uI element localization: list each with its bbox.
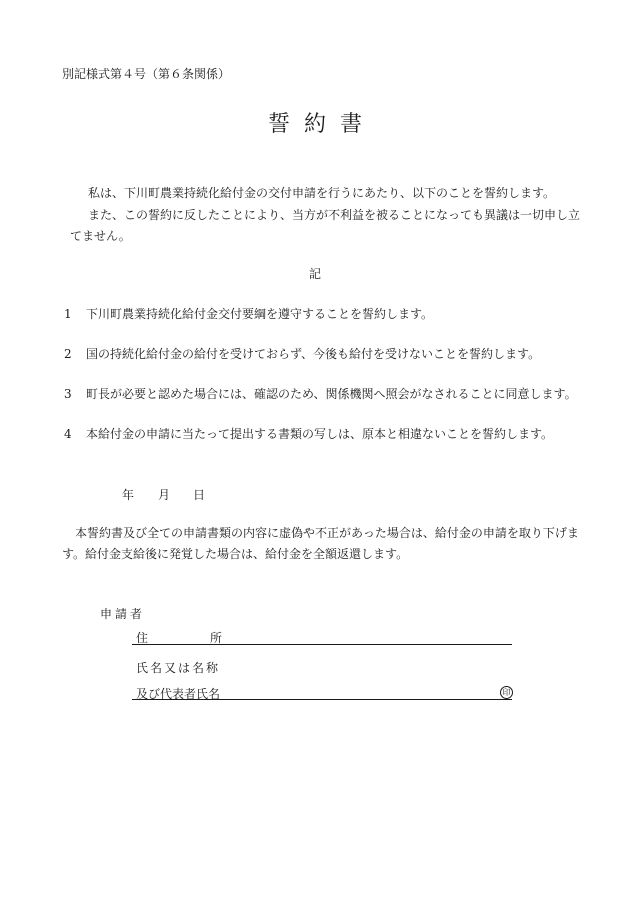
date-year: 年 [122, 488, 135, 502]
pledge-item-text: 下川町農業持続化給付金交付要綱を遵守することを誓約します。 [86, 307, 434, 321]
pledge-item-text: 町長が必要と認めた場合には、確認のため、関係機関へ照会がなされることに同意します。 [86, 387, 577, 401]
form-number: 別記様式第４号（第６条関係） [62, 67, 231, 81]
address-label-part-1: 住 [136, 631, 149, 645]
pledge-item-number: 4 [64, 427, 72, 441]
ki-heading: 記 [308, 267, 321, 281]
seal-mark: 印 [500, 686, 513, 699]
pledge-item-text: 本給付金の申請に当たって提出する書類の写しは、原本と相違ないことを誓約します。 [86, 427, 554, 441]
date-month: 月 [158, 488, 171, 502]
intro-paragraph-1: 私は、下川町農業持続化給付金の交付申請を行うにあたり、以下のことを誓約します。 [88, 186, 556, 200]
pledge-item-number: 3 [64, 387, 72, 401]
address-label-part-2: 所 [210, 631, 223, 645]
intro-paragraph-2: また、この誓約に反したことにより、当方が不利益を被ることになっても異議は一切申し立 [88, 208, 581, 222]
representative-field-line[interactable] [132, 699, 512, 700]
address-field-line[interactable] [132, 644, 512, 645]
pledge-item [64, 386, 577, 402]
pledge-item [64, 306, 433, 322]
pledge-item [64, 346, 540, 362]
name-label: 氏名又は名称 [136, 661, 221, 675]
pledge-item-number: 2 [64, 347, 72, 361]
document-title: 誓約書 [267, 112, 376, 137]
declaration-line-2: す。給付金支給後に発覚した場合は、給付金を全額返還します。 [62, 547, 409, 561]
pledge-item-text: 国の持続化給付金の給付を受けておらず、今後も給付を受けないことを誓約します。 [86, 347, 541, 361]
pledge-item [64, 426, 553, 442]
declaration-line-1: 本誓約書及び全ての申請書類の内容に虚偽や不正があった場合は、給付金の申請を取り下げま [75, 526, 579, 540]
intro-paragraph-2-continued: てません。 [70, 229, 131, 243]
pledge-item-number: 1 [64, 307, 72, 321]
representative-label: 及び代表者氏名 [136, 687, 221, 701]
date-day: 日 [193, 488, 206, 502]
applicant-heading: 申請者 [100, 607, 146, 621]
